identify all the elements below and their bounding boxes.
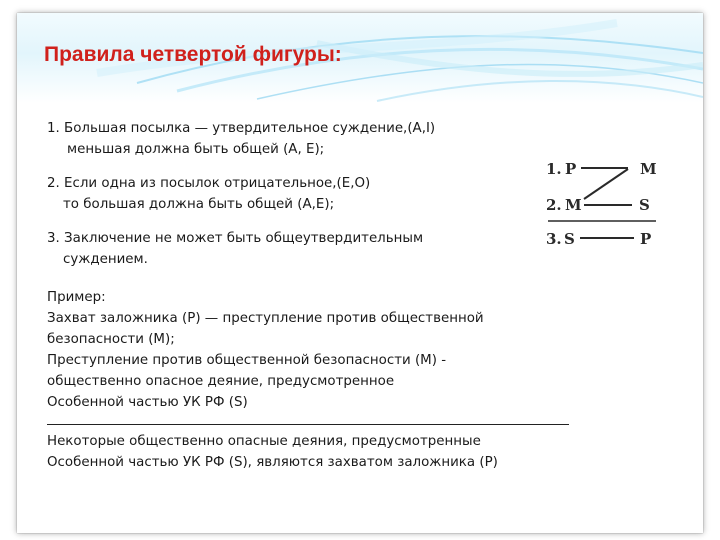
slide-title: Правила четвертой фигуры:	[44, 43, 342, 66]
schema-row-1-term-left: P	[565, 160, 577, 178]
rule-3-line-2: суждением.	[63, 252, 148, 267]
schema-diagonal	[584, 169, 628, 199]
example-block	[47, 287, 587, 473]
fourth-figure-schema	[528, 150, 668, 255]
schema-row-3-term-left: S	[564, 230, 575, 248]
schema-row-3-term-right: P	[640, 230, 652, 248]
premise-2-line-1: Преступление против общественной безопасности (М) -	[47, 353, 447, 368]
rule-2-line-1: 2. Если одна из посылок отрицательное,(Е,О)	[47, 176, 371, 191]
rule-3-line-1: 3. Заключение не может быть общеутвердительным	[47, 231, 424, 246]
schema-row-3-number: 3.	[546, 230, 562, 248]
rule-2	[47, 173, 587, 215]
premise-1-line-2: безопасности (М);	[47, 332, 175, 347]
rule-3	[47, 228, 587, 270]
rule-1-line-1: 1. Большая посылка — утвердительное суждение,(А,I)	[47, 121, 436, 136]
schema-row-1-number: 1.	[546, 160, 562, 178]
schema-row-2-term-left: M	[565, 196, 582, 214]
example-heading: Пример:	[47, 290, 106, 305]
schema-row-2-number: 2.	[546, 196, 562, 214]
title-banner	[17, 13, 703, 103]
premise-2-line-2: общественно опасное деяние, предусмотренное	[47, 374, 395, 389]
rule-1-line-2: меньшая должна быть общей (А, Е);	[67, 142, 325, 157]
conclusion-divider	[47, 424, 569, 425]
schema-row-2-term-right: S	[639, 196, 650, 214]
rule-1	[47, 118, 587, 160]
rule-2-line-2: то большая должна быть общей (А,Е);	[63, 197, 335, 212]
slide-body	[47, 118, 587, 473]
schema-row-1-term-right: M	[640, 160, 657, 178]
premise-1-line-1: Захват заложника (Р) — преступление против общественной	[47, 311, 484, 326]
premise-2-line-3: Особенной частью УК РФ (S)	[47, 395, 248, 410]
conclusion-line-1: Некоторые общественно опасные деяния, предусмотренные	[47, 434, 481, 449]
conclusion-line-2: Особенной частью УК РФ (S), являются захватом заложника (Р)	[47, 455, 498, 470]
